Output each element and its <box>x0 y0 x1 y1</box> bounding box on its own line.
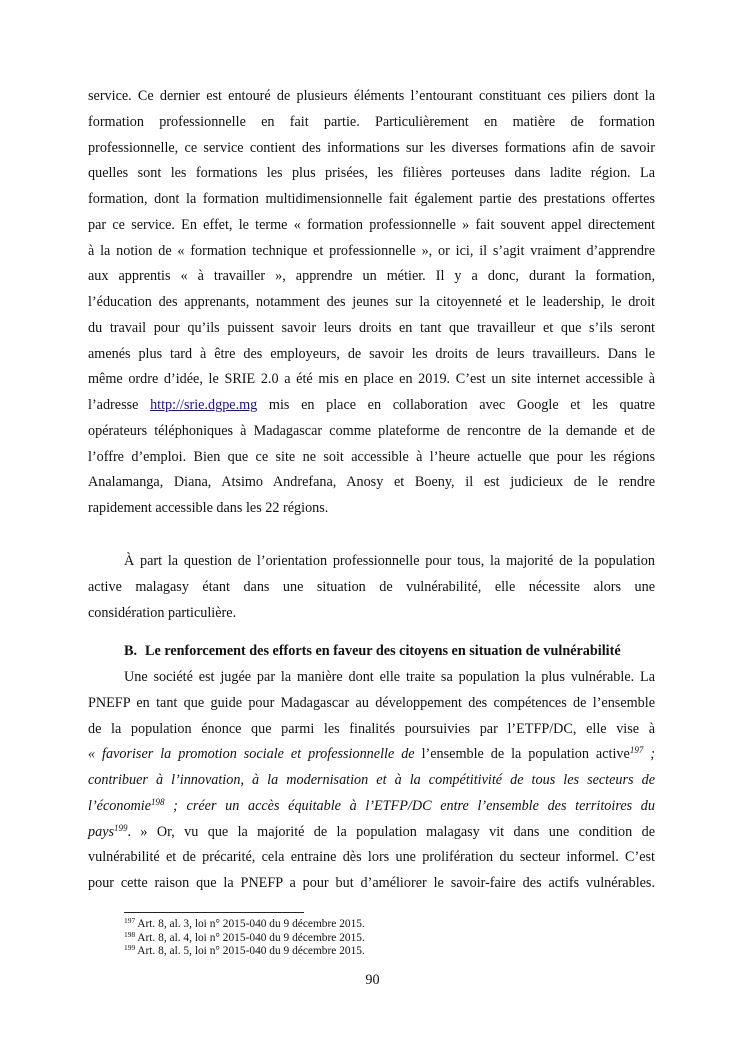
text-line: PNEFP en tant que guide pour Madagascar au développement des compétences de l’ensemble <box>88 694 655 711</box>
footnote-ref[interactable]: 199 <box>114 822 128 833</box>
text-line: formation professionnelle en fait partie. Particulièrement en matière de formation <box>88 113 655 130</box>
footnote-number: 198 <box>124 929 136 939</box>
footnote-text: Art. 8, al. 4, loi n° 2015-040 du 9 décembre 2015. <box>137 931 365 944</box>
text-line: Analamanga, Diana, Atsimo Andrefana, Anosy et Boeny, il est judicieux de le rendre <box>88 474 655 491</box>
footnote <box>124 918 644 932</box>
page-number: 90 <box>365 972 380 988</box>
text-line: l’éducation des apprenants, notamment des jeunes sur la citoyenneté et le leadership, le droit <box>88 294 655 310</box>
footnote-text: Art. 8, al. 3, loi n° 2015-040 du 9 décembre 2015. <box>137 918 365 930</box>
footnote-separator <box>124 912 304 913</box>
text-line: service. Ce dernier est entouré de plusieurs éléments l’entourant constituant ces piliers dont la <box>88 88 655 104</box>
paragraph-orientation <box>88 549 655 626</box>
text-segment: mis en place en collaboration avec Google et les quatre <box>268 397 656 413</box>
srie-website-link[interactable]: http://srie.dgpe.mg <box>150 397 258 413</box>
text-line: rapidement accessible dans les 22 régions. <box>88 500 329 516</box>
text-segment: ; créer un accès équitable à l’ETFP/DC entre l’ensemble des territoires du <box>164 797 655 814</box>
text-line: amenés plus tard à être des employeurs, de savoir les droits de leurs travailleurs. Dans le <box>88 345 655 362</box>
text-line: À part la question de l’orientation professionnelle pour tous, la majorité de la population <box>124 553 655 569</box>
text-segment: . » Or, vu que la majorité de la population malagasy vit dans une condition de <box>127 823 655 840</box>
paragraph-srie <box>88 84 655 522</box>
footnote-number: 197 <box>124 916 136 925</box>
footnote <box>124 945 644 959</box>
footnote-number: 199 <box>124 943 136 952</box>
text-line: aux apprentis « à travailler », apprendre un métier. Il y a donc, durant la formation, <box>88 268 655 285</box>
text-line <box>88 794 655 820</box>
text-line <box>88 742 655 768</box>
text-segment: ; <box>643 746 655 763</box>
text-line <box>88 820 655 846</box>
text-line: l’offre d’emploi. Bien que ce site ne soit accessible à l’heure actuelle que pour les régions <box>88 448 655 465</box>
footnotes <box>124 918 644 959</box>
section-heading <box>124 639 664 664</box>
text-line: du travail pour qu’ils puissent savoir leurs droits en tant que travailleur et que s’ils seront <box>88 319 655 336</box>
text-line: pour cette raison que la PNEFP a pour but d’améliorer le savoir-faire des actifs vulnérables. <box>88 875 655 891</box>
text-line: considération particulière. <box>88 604 237 621</box>
footnote-ref[interactable]: 197 <box>629 745 644 756</box>
text-line: active malagasy étant dans une situation de vulnérabilité, elle nécessite alors une <box>88 578 655 595</box>
text-segment: l’économie <box>88 797 152 814</box>
footnote-text: Art. 8, al. 5, loi n° 2015-040 du 9 décembre 2015. <box>137 945 365 957</box>
text-segment: l’adresse <box>88 397 151 413</box>
section-letter: B. <box>124 643 138 659</box>
text-segment: « favoriser la promotion sociale et professionnelle de <box>88 746 415 763</box>
text-line: formation, dont la formation multidimensionnelle fait également partie des prestations offertes <box>88 191 655 207</box>
text-line: quelles sont les formations les plus prisées, les filières porteuses dans ladite région. La <box>88 165 655 182</box>
text-line: de la population énonce que parmi les finalités poursuivies par l’ETFP/DC, elle vise à <box>88 720 655 737</box>
text-line: même ordre d’idée, le SRIE 2.0 a été mis en place en 2019. C’est un site internet accessible à <box>88 371 655 388</box>
text-line <box>88 393 655 419</box>
text-line: à la notion de « formation technique et professionnelle », or ici, il s’agit vraiment d’apprendre <box>88 242 655 259</box>
section-title: Le renforcement des efforts en faveur des citoyens en situation de vulnérabilité <box>145 643 621 659</box>
text-line: vulnérabilité et de précarité, cela entraine dès lors une prolifération du secteur informel. C’est <box>88 849 655 866</box>
paragraph-vulnerability <box>88 665 655 897</box>
text-line: par ce service. En effet, le terme « formation professionnelle » fait souvent appel directement <box>88 216 655 233</box>
footnote <box>124 929 644 946</box>
text-segment: l’ensemble de la population active <box>414 746 630 763</box>
text-line: opérateurs téléphoniques à Madagascar comme plateforme de rencontre de la demande et de <box>88 422 655 439</box>
text-line: contribuer à l’innovation, à la modernisation et à la compétitivité de tous les secteurs de <box>88 772 655 788</box>
text-segment: pays <box>88 823 115 840</box>
text-line: professionnelle, ce service contient des informations sur les diverses formations afin de savoir <box>88 139 655 156</box>
text-line: Une société est jugée par la manière dont elle traite sa population la plus vulnérable. La <box>124 669 655 685</box>
footnote-ref[interactable]: 198 <box>151 796 165 807</box>
